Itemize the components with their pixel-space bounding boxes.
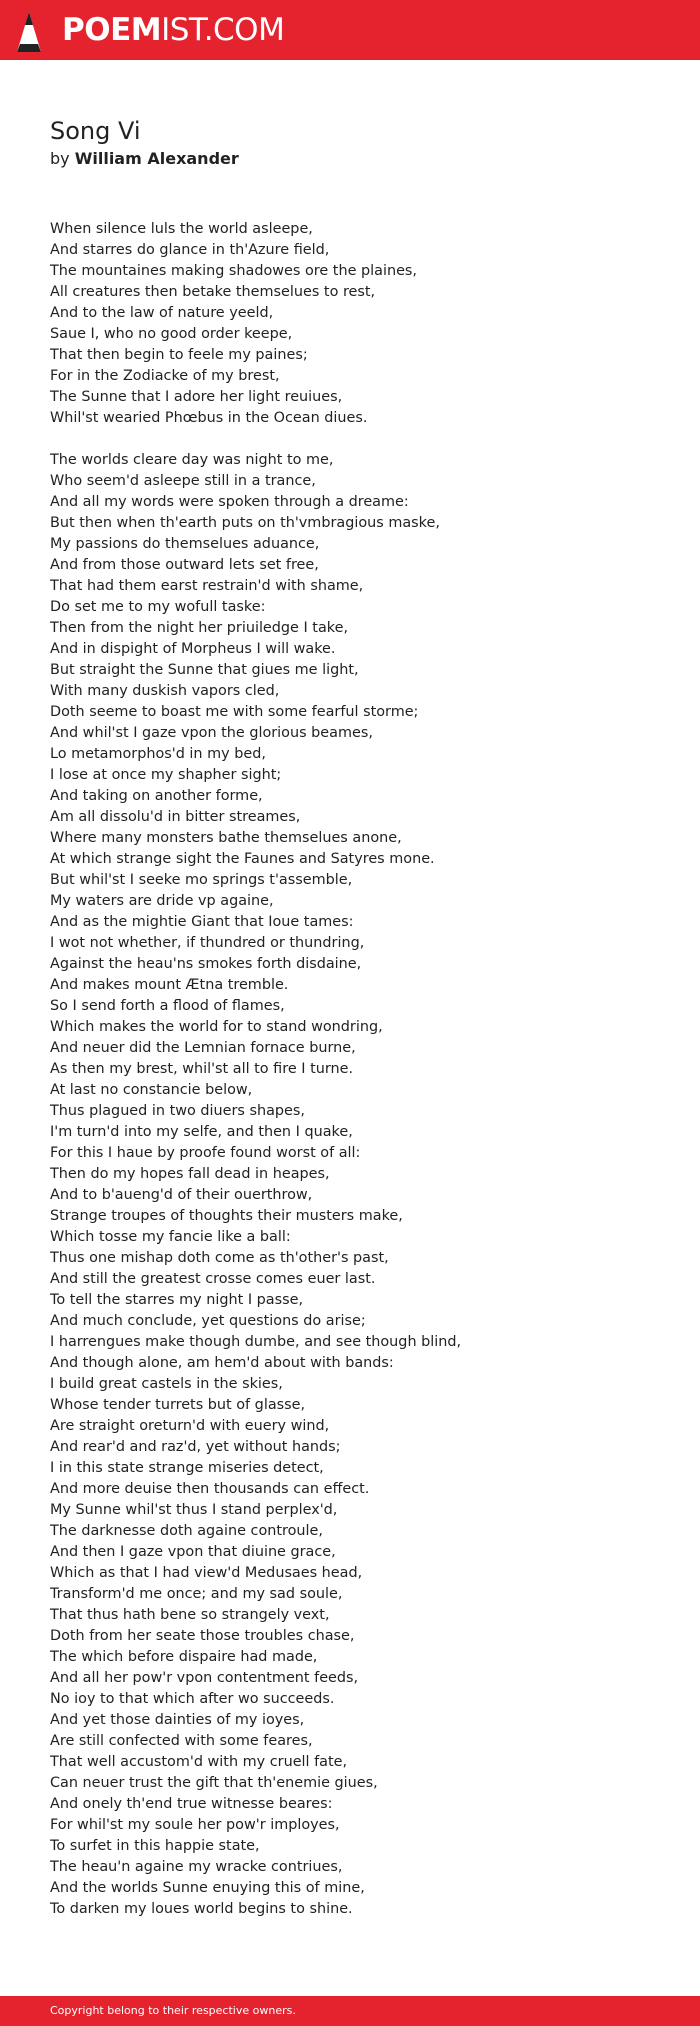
poem-line: I wot not whether, if thundred or thundring, — [50, 935, 365, 951]
poem-line: I'm turn'd into my selfe, and then I quake, — [50, 1124, 353, 1140]
poem-line: And onely th'end true witnesse beares: — [50, 1796, 333, 1812]
poem-line: Then do my hopes fall dead in heapes, — [50, 1166, 330, 1182]
poem-line: And taking on another forme, — [50, 788, 263, 804]
logo-light-text: IST.COM — [161, 12, 285, 48]
poem-line: To surfet in this happie state, — [50, 1838, 260, 1854]
poem-line: And rear'd and raz'd, yet without hands; — [50, 1439, 341, 1455]
poem-line: And all my words were spoken through a dreame: — [50, 494, 409, 510]
poem-line: Who seem'd asleepe still in a trance, — [50, 473, 316, 489]
poem-line: As then my brest, whil'st all to fire I turne. — [50, 1061, 354, 1077]
poem-line: Which makes the world for to stand wondring, — [50, 1019, 383, 1035]
poem-line: Can neuer trust the gift that th'enemie giues, — [50, 1775, 378, 1791]
poem-line: But whil'st I seeke mo springs t'assemble, — [50, 872, 353, 888]
poem-line: With many duskish vapors cled, — [50, 683, 280, 699]
poem-line: And starres do glance in th'Azure field, — [50, 242, 330, 258]
poem-line: That had them earst restrain'd with shame, — [50, 578, 364, 594]
stanza — [50, 219, 650, 429]
site-logo[interactable] — [62, 12, 284, 48]
poem-line: Transform'd me once; and my sad soule, — [50, 1586, 343, 1602]
poem-line: The heau'n againe my wracke contriues, — [50, 1859, 343, 1875]
poem-line: And the worlds Sunne enuying this of mine, — [50, 1880, 365, 1896]
poem-line: Which as that I had view'd Medusaes head, — [50, 1565, 363, 1581]
poem-line: And yet those dainties of my ioyes, — [50, 1712, 305, 1728]
poem-line: And whil'st I gaze vpon the glorious beames, — [50, 725, 373, 741]
poem-line: To darken my loues world begins to shine. — [50, 1901, 353, 1917]
poem-line: Saue I, who no good order keepe, — [50, 326, 293, 342]
site-footer — [0, 1996, 700, 2026]
poem-line: Are straight oreturn'd with euery wind, — [50, 1418, 330, 1434]
poem-line: No ioy to that which after wo succeeds. — [50, 1691, 335, 1707]
poem-line: To tell the starres my night I passe, — [50, 1292, 304, 1308]
poem-line: And then I gaze vpon that diuine grace, — [50, 1544, 336, 1560]
poem-line: And neuer did the Lemnian fornace burne, — [50, 1040, 356, 1056]
poem-line: The worlds cleare day was night to me, — [50, 452, 334, 468]
poem-line: And in dispight of Morpheus I will wake. — [50, 641, 336, 657]
poem-line: At which strange sight the Faunes and Satyres mone. — [50, 851, 435, 867]
poem-line: Do set me to my wofull taske: — [50, 599, 266, 615]
poem-line: And to the law of nature yeeld, — [50, 305, 274, 321]
poem-line: Whose tender turrets but of glasse, — [50, 1397, 306, 1413]
poem-line: And from those outward lets set free, — [50, 557, 319, 573]
poem-line: And as the mightie Giant that Ioue tames: — [50, 914, 354, 930]
poem-line: Thus plagued in two diuers shapes, — [50, 1103, 305, 1119]
poem-line: Against the heau'ns smokes forth disdaine, — [50, 956, 362, 972]
poem-line: I in this state strange miseries detect, — [50, 1460, 324, 1476]
poem-line: That well accustom'd with my cruell fate, — [50, 1754, 348, 1770]
poem-heading — [50, 116, 239, 170]
poem-line: Where many monsters bathe themselues anone, — [50, 830, 402, 846]
poem-line: That then begin to feele my paines; — [50, 347, 308, 363]
poem-line: All creatures then betake themselues to rest, — [50, 284, 376, 300]
poem-line: Strange troupes of thoughts their musters make, — [50, 1208, 403, 1224]
poem-line: Am all dissolu'd in bitter streames, — [50, 809, 301, 825]
poem-line: My waters are dride vp againe, — [50, 893, 274, 909]
poem-line: Which tosse my fancie like a ball: — [50, 1229, 291, 1245]
poem-line: Thus one mishap doth come as th'other's past, — [50, 1250, 389, 1266]
poem-line: I lose at once my shapher sight; — [50, 767, 282, 783]
poem-line: And much conclude, yet questions do arise; — [50, 1313, 366, 1329]
pencil-logo-icon[interactable] — [16, 11, 42, 53]
poem-line: The which before dispaire had made, — [50, 1649, 318, 1665]
site-header — [0, 0, 700, 60]
poem-line: The darknesse doth againe controule, — [50, 1523, 323, 1539]
poem-line: And though alone, am hem'd about with bands: — [50, 1355, 394, 1371]
poem-line: Lo metamorphos'd in my bed, — [50, 746, 266, 762]
poem-line: Whil'st wearied Phœbus in the Ocean diues. — [50, 410, 368, 426]
poem-line: Doth from her seate those troubles chase, — [50, 1628, 355, 1644]
poem-line: And all her pow'r vpon contentment feeds, — [50, 1670, 359, 1686]
poem-line: For this I haue by proofe found worst of all: — [50, 1145, 361, 1161]
poem-line: Then from the night her priuiledge I take, — [50, 620, 349, 636]
byline — [50, 148, 239, 170]
poem-line: My Sunne whil'st thus I stand perplex'd, — [50, 1502, 338, 1518]
poem-line: Are still confected with some feares, — [50, 1733, 313, 1749]
poem-line: And makes mount Ætna tremble. — [50, 977, 289, 993]
poem-line: But then when th'earth puts on th'vmbragious maske, — [50, 515, 440, 531]
poem-line: At last no constancie below, — [50, 1082, 253, 1098]
poem-line: But straight the Sunne that giues me light, — [50, 662, 359, 678]
copyright-text: Copyright belong to their respective owners. — [50, 2004, 296, 2017]
author-name: William Alexander — [74, 149, 239, 168]
poem-line: For whil'st my soule her pow'r imployes, — [50, 1817, 340, 1833]
logo-bold-text: POEM — [62, 12, 162, 48]
poem-line: The mountaines making shadowes ore the plaines, — [50, 263, 417, 279]
poem-line: I build great castels in the skies, — [50, 1376, 283, 1392]
poem-line: So I send forth a flood of flames, — [50, 998, 285, 1014]
poem-line: And to b'aueng'd of their ouerthrow, — [50, 1187, 313, 1203]
poem-line: And still the greatest crosse comes euer last. — [50, 1271, 376, 1287]
poem-line: For in the Zodiacke of my brest, — [50, 368, 280, 384]
poem-line: My passions do themselues aduance, — [50, 536, 320, 552]
poem-line: Doth seeme to boast me with some fearful storme; — [50, 704, 419, 720]
stanza — [50, 450, 650, 1920]
by-label: by — [50, 149, 70, 168]
poem-line: And more deuise then thousands can effect. — [50, 1481, 370, 1497]
poem-title: Song Vi — [50, 117, 141, 145]
poem-body — [50, 219, 650, 1941]
poem-line: That thus hath bene so strangely vext, — [50, 1607, 330, 1623]
poem-line: The Sunne that I adore her light reuiues, — [50, 389, 343, 405]
poem-line: When silence luls the world asleepe, — [50, 221, 313, 237]
poem-line: I harrengues make though dumbe, and see though blind, — [50, 1334, 462, 1350]
